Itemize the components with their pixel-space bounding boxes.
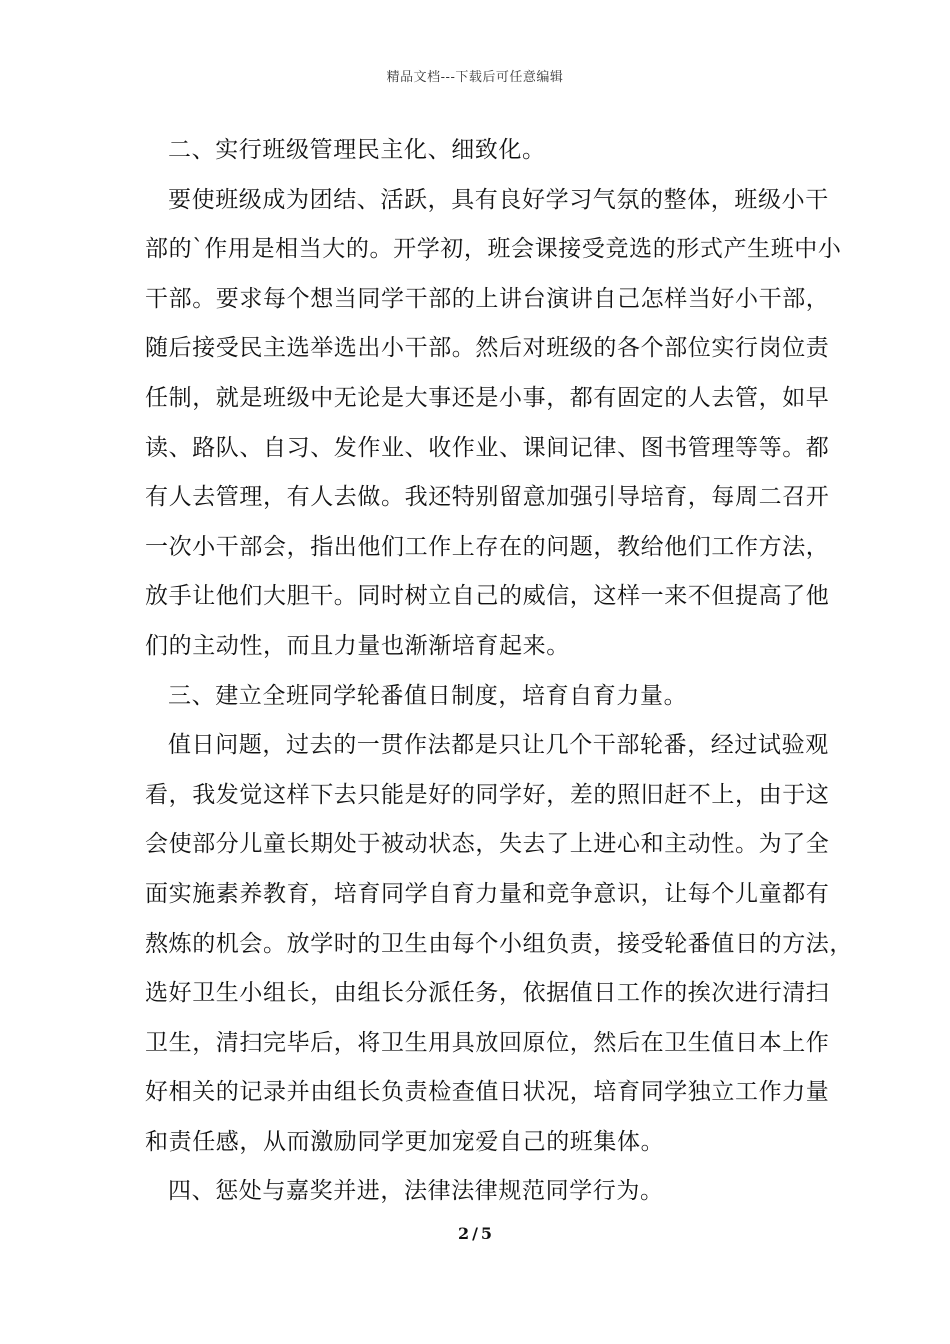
page-separator: / xyxy=(472,1224,478,1243)
total-page-count: 5 xyxy=(480,1224,493,1243)
paragraph-line: 有人去管理，有人去做。我还特别留意加强引导培育，每周二召开 xyxy=(145,484,830,511)
section-heading: 三、建立全班同学轮番值日制度，培育自育力量。 xyxy=(168,682,688,709)
paragraph-line: 随后接受民主选举选出小干部。然后对班级的各个部位实行岗位责 xyxy=(145,335,830,362)
page-header: 精品文档---下载后可任意编辑 xyxy=(386,70,564,85)
paragraph-line: 值日问题，过去的一贯作法都是只让几个干部轮番，经过试验观 xyxy=(168,732,829,759)
paragraph-line: 部的`作用是相当大的。开学初，班会课接受竞选的形式产生班中小 xyxy=(145,236,842,263)
section-heading: 二、实行班级管理民主化、细致化。 xyxy=(168,137,546,163)
paragraph-line: 选好卫生小组长，由组长分派任务，依据值日工作的挨次进行清扫 xyxy=(145,980,830,1007)
paragraph-line: 和责任感，从而激励同学更加宠爱自己的班集体。 xyxy=(145,1128,665,1155)
paragraph-line: 好相关的记录并由组长负责检查值日状况，培育同学独立工作力量 xyxy=(145,1079,830,1106)
paragraph-line: 熬炼的机会。放学时的卫生由每个小组负责，接受轮番值日的方法， xyxy=(145,930,853,957)
paragraph-line: 一次小干部会，指出他们工作上存在的问题，教给他们工作方法， xyxy=(145,533,830,560)
paragraph-line: 要使班级成为团结、活跃，具有良好学习气氛的整体，班级小干 xyxy=(168,186,829,213)
paragraph-line: 任制，就是班级中无论是大事还是小事，都有固定的人去管，如早 xyxy=(145,384,830,411)
paragraph-line: 会使部分儿童长期处于被动状态，失去了上进心和主动性。为了全 xyxy=(145,831,830,858)
paragraph-line: 卫生，清扫完毕后，将卫生用具放回原位，然后在卫生值日本上作 xyxy=(145,1029,830,1056)
section-heading: 四、惩处与嘉奖并进，法律法律规范同学行为。 xyxy=(168,1178,664,1205)
paragraph-line: 干部。要求每个想当同学干部的上讲台演讲自己怎样当好小干部， xyxy=(145,285,830,312)
current-page-number: 2 xyxy=(457,1224,470,1243)
paragraph-line: 放手让他们大胆干。同时树立自己的威信，这样一来不但提高了他 xyxy=(145,583,830,610)
paragraph-line: 读、路队、自习、发作业、收作业、课间记律、图书管理等等。都 xyxy=(145,434,830,461)
body-text xyxy=(145,126,853,1217)
page-number xyxy=(0,1224,950,1243)
paragraph-line: 们的主动性，而且力量也渐渐培育起来。 xyxy=(145,632,570,659)
paragraph-line: 面实施素养教育，培育同学自育力量和竞争意识，让每个儿童都有 xyxy=(145,880,830,907)
paragraph-line: 看，我发觉这样下去只能是好的同学好，差的照旧赶不上，由于这 xyxy=(145,781,830,808)
